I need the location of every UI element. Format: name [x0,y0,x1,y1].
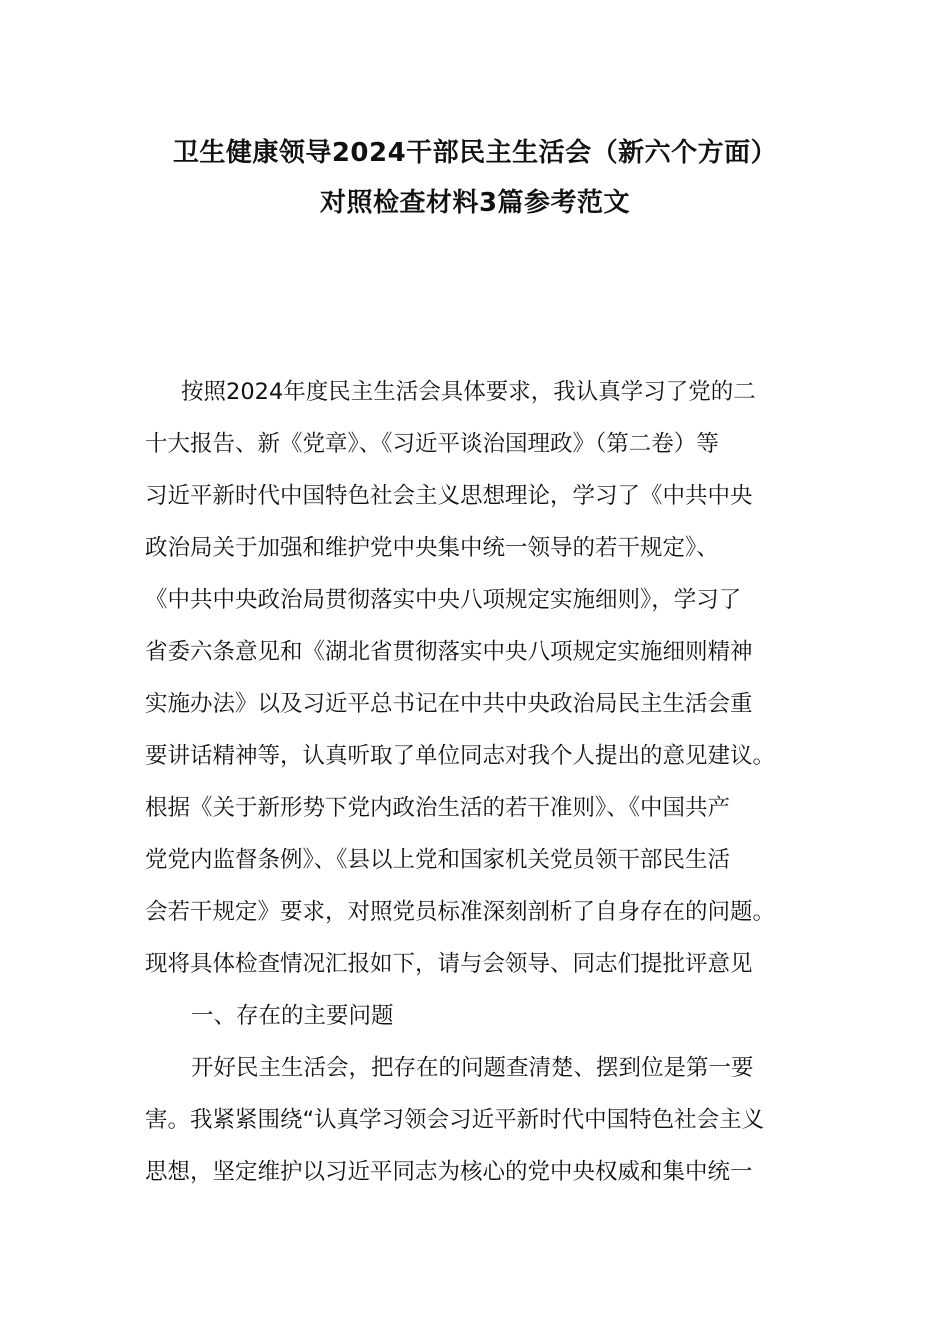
title-line-2: 对照检查材料3篇参考范文 [319,188,631,218]
paragraph-line: 习近平新时代中国特色社会主义思想理论，学习了《中共中央 [145,483,753,509]
paragraph-line: 《中共中央政治局贯彻落实中央八项规定实施细则》，学习了 [145,587,742,613]
title-line-1: 卫生健康领导2024干部民主生活会（新六个方面） [172,138,778,168]
paragraph-line: 政治局关于加强和维护党中央集中统一领导的若干规定》、 [145,535,719,561]
document-title [0,128,950,228]
paragraph-line: 根据《关于新形势下党内政治生活的若干准则》、《中国共产 [145,795,731,821]
paragraph-line: 开好民主生活会，把存在的问题查清楚、摆到位是第一要 [191,1055,754,1081]
paragraph-line: 党党内监督条例》、《县以上党和国家机关党员领干部民生活 [145,847,731,873]
paragraph-line: 会若干规定》要求，对照党员标准深刻剖析了自身存在的问题。 [145,899,776,925]
paragraph-line: 实施办法》以及习近平总书记在中共中央政治局民主生活会重 [145,691,753,717]
paragraph-line: 害。我紧紧围绕“认真学习领会习近平新时代中国特色社会主义 [145,1107,765,1133]
paragraph-line: 十大报告、新《党章》、《习近平谈治国理政》（第二卷）等 [145,431,719,457]
paragraph-line: 要讲话精神等，认真听取了单位同志对我个人提出的意见建议。 [145,743,776,769]
paragraph-line: 省委六条意见和《湖北省贯彻落实中央八项规定实施细则精神 [145,639,753,665]
paragraph-line: 按照2024年度民主生活会具体要求，我认真学习了党的二 [181,379,756,405]
section-heading: 一、存在的主要问题 [191,1003,394,1029]
document-body [145,366,810,1198]
paragraph-line: 思想，坚定维护以习近平同志为核心的党中央权威和集中统一 [145,1159,753,1185]
paragraph-line: 现将具体检查情况汇报如下，请与会领导、同志们提批评意见 [145,951,753,977]
